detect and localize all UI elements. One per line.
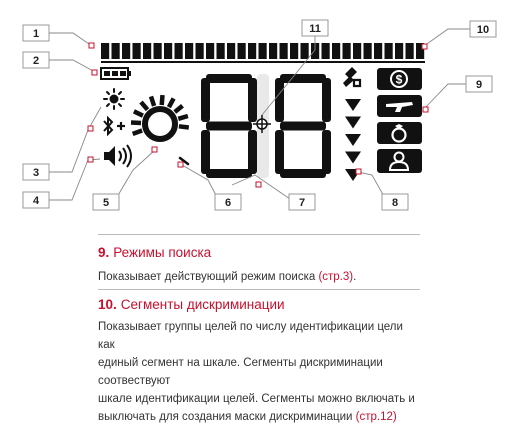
section-number: 10.	[98, 297, 117, 312]
digit-segment	[248, 130, 257, 174]
digit-segment	[322, 130, 331, 174]
backlight-icon	[104, 89, 124, 109]
discrimination-segment	[322, 43, 330, 59]
section-search-modes	[98, 245, 420, 286]
discrimination-segment	[332, 43, 340, 59]
page-reference: (стр.12)	[355, 411, 397, 423]
discrimination-segment	[122, 43, 130, 59]
discrimination-segment	[353, 43, 361, 59]
discrimination-segment	[133, 43, 141, 59]
divider-top	[98, 234, 420, 235]
discrimination-segment	[112, 43, 120, 59]
digit-segment	[201, 78, 210, 122]
callout-10	[470, 21, 496, 37]
sensitivity-dial	[131, 95, 189, 139]
body-tail: .	[353, 271, 357, 283]
body-line: шкале идентификации целей. Сегменты можно включать и	[98, 393, 415, 405]
svg-text:10: 10	[476, 24, 490, 36]
discrimination-segment	[290, 43, 298, 59]
section-title	[98, 297, 420, 313]
discrimination-segment	[301, 43, 309, 59]
discrimination-segment	[238, 43, 246, 59]
battery-icon	[101, 68, 131, 79]
svg-text:$: $	[395, 72, 403, 87]
discrimination-segment	[385, 43, 393, 59]
dial-tick	[141, 102, 148, 110]
discrimination-segment	[206, 43, 214, 59]
depth-arrow	[345, 152, 361, 164]
callout-8	[382, 194, 408, 210]
callout-1	[23, 25, 49, 41]
callout-3	[23, 164, 49, 180]
volume-icon	[104, 145, 131, 167]
svg-text:8: 8	[391, 197, 399, 209]
section-title-text: Режимы поиска	[113, 245, 212, 260]
svg-text:5: 5	[102, 197, 110, 209]
svg-text:11: 11	[309, 23, 321, 35]
dial-tick	[151, 96, 154, 106]
depth-arrow	[345, 117, 361, 129]
discrimination-segment	[227, 43, 235, 59]
ring-icon	[377, 122, 422, 144]
digit-segment	[206, 169, 252, 178]
segment-baseline	[101, 61, 425, 63]
svg-text:6: 6	[224, 197, 232, 209]
discrimination-segment	[259, 43, 267, 59]
discrimination-segment	[196, 43, 204, 59]
dial-tick	[175, 106, 183, 112]
discrimination-segment	[343, 43, 351, 59]
pistol-icon	[377, 95, 422, 117]
svg-text:1: 1	[32, 28, 40, 40]
discrimination-segment-bar	[101, 43, 425, 63]
discrimination-segment	[269, 43, 277, 59]
discrimination-segment	[248, 43, 256, 59]
dial-tick	[133, 131, 142, 134]
section-body	[98, 318, 420, 426]
discrimination-segment	[175, 43, 183, 59]
digit-segment	[280, 122, 326, 131]
callout-2	[23, 52, 49, 68]
discrimination-segment	[154, 43, 162, 59]
digit-segment	[275, 78, 284, 122]
search-mode-panel	[377, 68, 422, 173]
page-reference: (стр.3)	[318, 271, 354, 283]
discrimination-segment	[374, 43, 382, 59]
svg-text:7: 7	[298, 197, 306, 209]
section-body	[98, 268, 420, 286]
body-line: Показывает группы целей по числу идентификации цели как	[98, 321, 403, 351]
digit-segment	[206, 74, 252, 83]
section-title-text: Сегменты дискриминации	[120, 297, 285, 312]
body-text: Показывает действующий режим поиска	[98, 271, 316, 283]
svg-text:4: 4	[32, 195, 40, 207]
dollar-coin-icon	[377, 68, 422, 90]
callout-9	[466, 76, 492, 92]
discrimination-segment	[185, 43, 193, 59]
body-line: единый сегмент на шкале. Сегменты дискриминации соотвествуют	[98, 357, 383, 387]
digit-segment	[280, 74, 326, 83]
section-discrimination-segments	[98, 297, 420, 426]
callout-6	[215, 194, 241, 210]
discrimination-segment	[101, 43, 109, 59]
svg-text:3: 3	[32, 167, 40, 179]
divider-middle	[98, 289, 420, 290]
digit-segment	[280, 169, 326, 178]
digit-segment	[275, 130, 284, 174]
discrimination-segment	[395, 43, 403, 59]
depth-arrow	[345, 99, 361, 111]
discrimination-segment	[164, 43, 172, 59]
digit-segment	[248, 78, 257, 122]
section-title	[98, 245, 420, 261]
discrimination-segment	[406, 43, 414, 59]
dial-tick	[162, 95, 163, 105]
dial-tick	[179, 126, 189, 127]
person-icon	[377, 149, 422, 173]
dial-tick	[178, 116, 188, 119]
discrimination-segment	[143, 43, 151, 59]
svg-text:2: 2	[32, 55, 40, 67]
callout-5	[93, 194, 119, 210]
section-number: 9.	[98, 245, 110, 260]
callout-11	[302, 20, 328, 36]
svg-text:9: 9	[475, 79, 483, 91]
digit-segment	[322, 78, 331, 122]
callout-7	[289, 194, 315, 210]
callout-4	[23, 192, 49, 208]
digit-segment	[206, 122, 252, 131]
bluetooth-icon	[104, 118, 125, 134]
discrimination-segment	[280, 43, 288, 59]
dial-tick	[169, 98, 174, 107]
dial-tick	[134, 111, 143, 115]
depth-shovel-icon	[343, 67, 360, 87]
discrimination-segment	[364, 43, 372, 59]
digit-segment	[201, 130, 210, 174]
depth-arrow	[345, 134, 361, 146]
discrimination-segment	[217, 43, 225, 59]
body-line: выключать для создания маски дискриминации	[98, 411, 353, 423]
dial-tick	[131, 123, 141, 124]
